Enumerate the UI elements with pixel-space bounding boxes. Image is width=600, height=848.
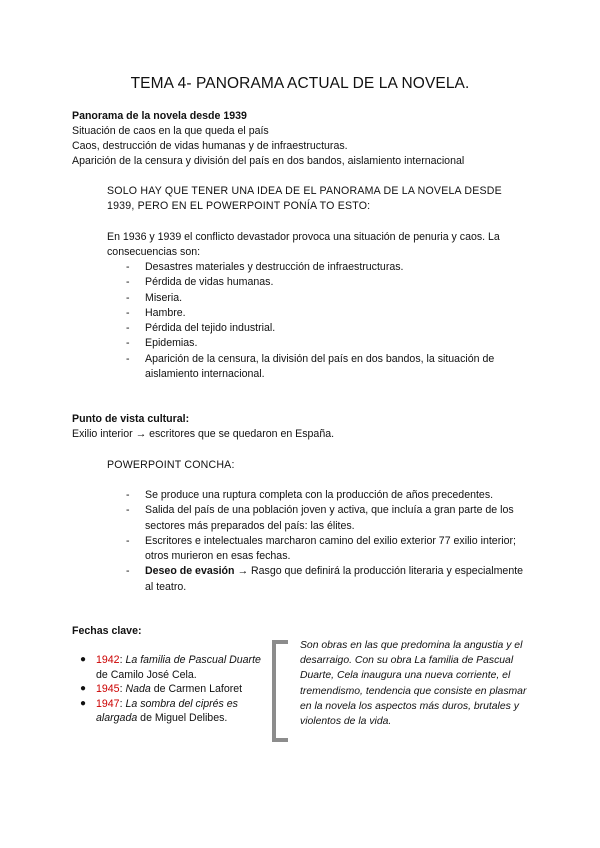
cultural-list xyxy=(107,488,527,595)
work-title: La familia de Pascual Duarte xyxy=(125,654,261,666)
year: 1942 xyxy=(96,654,120,666)
list-item: - Desastres materiales y destrucción de infraestructuras. xyxy=(107,260,527,275)
work-author: de Carmen Laforet xyxy=(150,683,243,696)
list-item: - Salida del país de una población joven y activa, que incluía a gran parte de los sectores más preparados del país: las élites. xyxy=(107,503,527,534)
note-line: 1939, PERO EN EL POWERPOINT PONÍA TO ESTO: xyxy=(107,200,371,212)
list-item: - Hambre. xyxy=(107,306,527,321)
cultural-section xyxy=(72,412,334,442)
bullet-icon: ● xyxy=(80,654,87,665)
list-item xyxy=(72,653,272,682)
list-item: - Escritores e intelectuales marcharon camino del exilio exterior 77 exilio interior; otros murieron en esas fechas. xyxy=(107,534,527,565)
powerpoint-note xyxy=(107,184,502,214)
bracket-divider xyxy=(272,640,288,742)
list-item: - Pérdida del tejido industrial. xyxy=(107,321,527,336)
list-item: - Pérdida de vidas humanas. xyxy=(107,275,527,290)
work-author: de Miguel Delibes. xyxy=(137,712,228,725)
separator: : xyxy=(119,683,126,696)
separator: : xyxy=(119,697,126,710)
list-item xyxy=(72,682,272,697)
list-item: - Epidemias. xyxy=(107,336,527,351)
year: 1947 xyxy=(96,697,120,710)
evasion-text: → Rasgo que definirá la producción literaria y especialmente al teatro. xyxy=(145,565,524,593)
list-item: - Miseria. xyxy=(107,291,527,306)
cultural-heading: Punto de vista cultural: xyxy=(72,413,190,425)
fechas-heading: Fechas clave: xyxy=(72,625,142,637)
note-line: SOLO HAY QUE TENER UNA IDEA DE EL PANORAMA DE LA NOVELA DESDE xyxy=(107,185,502,197)
list-item xyxy=(72,697,272,726)
panorama-line: Caos, destrucción de vidas humanas y de infraestructuras. xyxy=(72,140,348,152)
evasion-term: Deseo de evasión xyxy=(145,565,235,578)
list-item: - Aparición de la censura, la división del país en dos bandos, la situación de aislamiento internacional. xyxy=(107,352,527,383)
panorama-line: Aparición de la censura y división del país en dos bandos, aislamiento internacional xyxy=(72,155,465,167)
work-title: La sombra del ciprés es alargada xyxy=(96,697,238,725)
bullet-icon: ● xyxy=(80,697,87,709)
work-author: de Camilo José Cela. xyxy=(96,668,197,681)
bullet-icon: ● xyxy=(80,683,87,695)
separator: : xyxy=(119,654,126,666)
panorama-section xyxy=(72,109,464,169)
fechas-list xyxy=(72,653,272,726)
list-item xyxy=(107,564,527,595)
panorama-heading: Panorama de la novela desde 1939 xyxy=(72,110,247,122)
cultural-list-wrap xyxy=(107,488,527,595)
context-intro: consecuencias son: xyxy=(107,246,201,258)
page-title: TEMA 4- PANORAMA ACTUAL DE LA NOVELA. xyxy=(130,75,470,92)
fechas-list-wrap xyxy=(72,653,272,726)
consequences-list xyxy=(107,260,527,382)
list-item: - Se produce una ruptura completa con la producción de años precedentes. xyxy=(107,488,527,503)
work-title: Nada xyxy=(125,683,151,696)
powerpoint-concha-label: POWERPOINT CONCHA: xyxy=(107,459,235,471)
context-intro: En 1936 y 1939 el conflicto devastador provoca una situación de penuria y caos. La xyxy=(107,231,500,243)
cultural-text: Exilio interior → escritores que se quedaron en España. xyxy=(72,428,335,440)
side-note: Son obras en las que predomina la angustia y el desarraigo. Con su obra La familia de Pascual Duarte, Cela inaugura una nueva corriente, el tremendismo, tendencia que consiste en plasmar en la novela los aspectos más duros, brutales y violentos de la vida. xyxy=(300,640,527,728)
context-section xyxy=(107,230,527,382)
year: 1945 xyxy=(96,683,120,696)
panorama-line: Situación de caos en la que queda el país xyxy=(72,125,269,137)
